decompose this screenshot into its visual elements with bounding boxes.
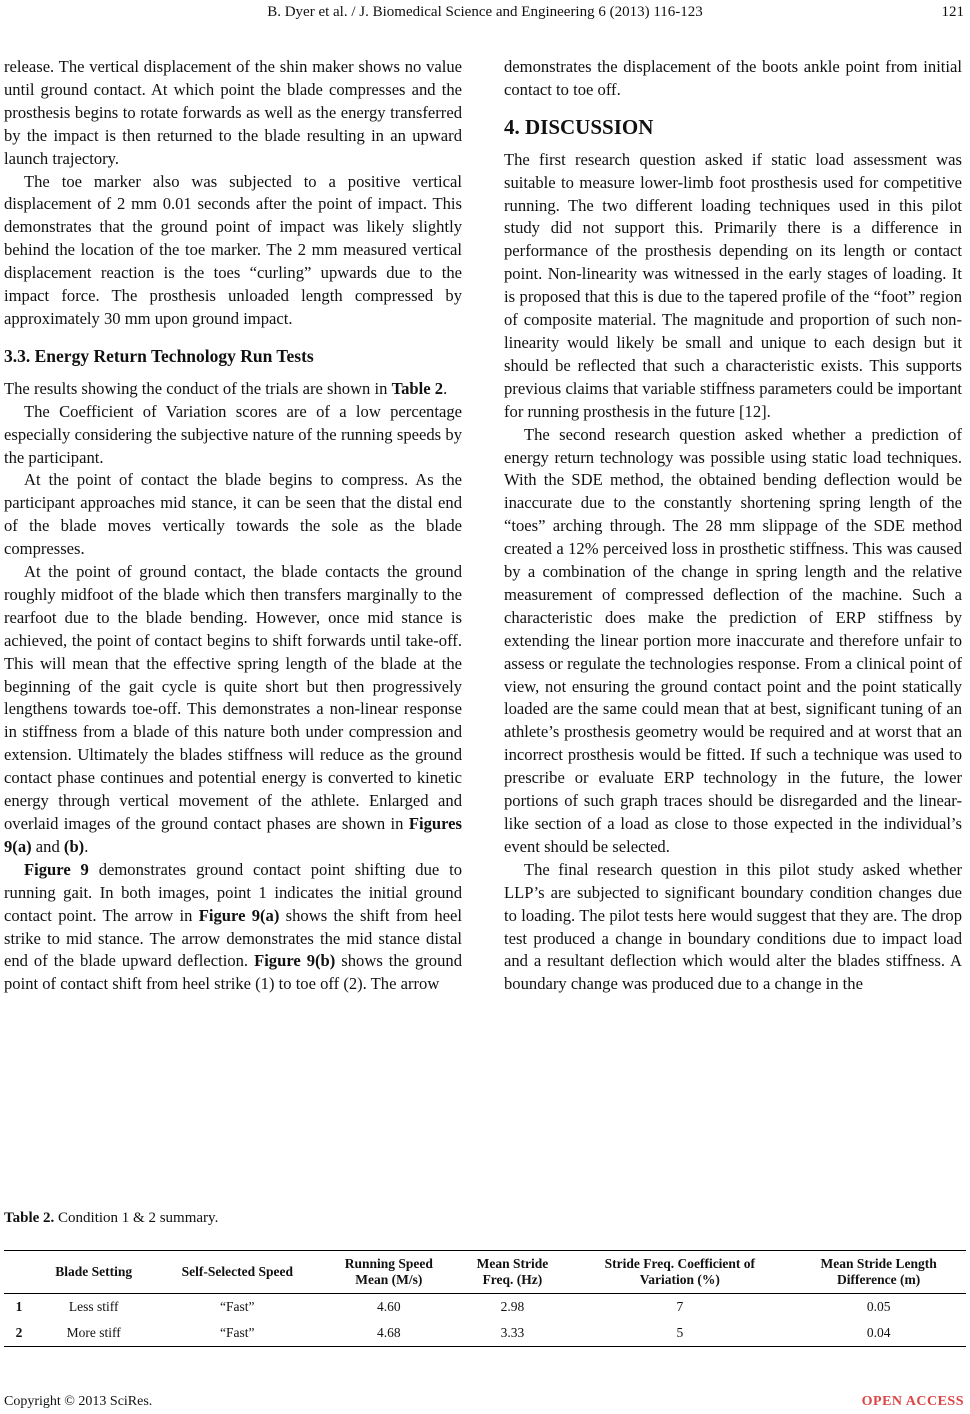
table-2 bbox=[4, 1250, 966, 1347]
cell-mean-stride-freq: 2.98 bbox=[500, 1299, 525, 1314]
page-number: 121 bbox=[941, 4, 964, 20]
right-paragraph-2: The first research question asked if static load assessment was suitable to measure lower-limb foot prosthesis used for competitive running. The two different loading techniques used in this pilot study did not support this. Primarily there is a difference in performance of the prosthesis depending on its length or contact point. Non-linearity was witnessed in the early stages of loading. It is proposed that this is due to the tapered profile of the “foot” region of composite material. The magnitude and proportion of such non-linearity would likely be small and unique to each design but it should be reflected that such a characteristic exists. This supports previous claims that variable stiffness parameters could be important for running prosthesis in the future [12]. bbox=[504, 149, 962, 421]
cell-stride-freq-cv: 5 bbox=[676, 1325, 684, 1340]
right-paragraph-4: The final research question in this pilot study asked whether LLP’s are subjected to significant boundary condition changes due to loading. The pilot tests here would suggest that they are. The drop test produced a change in boundary conditions due to impact load and a resultant deflection which would alter the blades stiffness. A boundary change was produced due to a change in the bbox=[504, 859, 962, 994]
table-2-reference[interactable]: Table 2 bbox=[391, 378, 444, 398]
header-blade-setting: Blade Setting bbox=[55, 1264, 133, 1279]
cell-stride-length-diff: 0.05 bbox=[866, 1299, 891, 1314]
left-paragraph-6: At the point of ground contact, the blade contacts the ground roughly midfoot of the blade which then transfers marginally to the rearfoot due to the blade bending. However, once mid stance is achieved, the point of contact begins to shift forwards until take-off. This will mean that the effective spring length of the blade at the beginning of the gait cycle is quite short but then progressively lengthens towards toe-off. This demonstrates a non-linear response in stiffness from a blade of this nature both under compression and extension. Ultimately the blades stiffness will reduce as the ground contact phase continues and potential energy is converted to kinetic energy through vertical movement of the athlete. Enlarged and overlaid images of the ground contact phases are shown in Figures 9(a) and (b). bbox=[4, 562, 462, 856]
cell-running-speed: 4.68 bbox=[377, 1325, 401, 1340]
left-paragraph-2: The toe marker also was subjected to a positive vertical displacement of 2 mm 0.01 seconds after the point of impact. This demonstrates that the ground point of impact was likely slightly behind the location of the toe marker. The 2 mm measured vertical displacement reaction is the toes “curling” upwards due to the impact force. The prosthesis unloaded length compressed by approximately 30 mm upon ground impact. bbox=[4, 171, 462, 328]
header-mean-stride-freq: Mean Stride Freq. (Hz) bbox=[476, 1256, 549, 1287]
cell-self-selected-speed: “Fast” bbox=[220, 1325, 255, 1340]
right-column bbox=[504, 56, 962, 996]
running-header: B. Dyer et al. / J. Biomedical Science and Engineering 6 (2013) 116-123 bbox=[267, 4, 703, 20]
figure-9a-reference[interactable]: Figures 9(a) bbox=[4, 814, 462, 856]
header-index bbox=[4, 1251, 34, 1294]
cell-blade-setting: More stiff bbox=[66, 1325, 121, 1340]
cell-mean-stride-freq: 3.33 bbox=[500, 1325, 525, 1340]
table-header-row bbox=[4, 1251, 966, 1294]
cell-self-selected-speed: “Fast” bbox=[220, 1299, 255, 1314]
header-stride-length-diff: Mean Stride Length Difference (m) bbox=[820, 1256, 937, 1287]
left-paragraph-5: At the point of contact the blade begins to compress. As the participant approaches mid stance, it can be seen that the distal end of the blade moves vertically towards the sole as the blade compresses. bbox=[4, 470, 462, 559]
header-running-speed: Running Speed Mean (M/s) bbox=[344, 1256, 433, 1287]
right-paragraph-3: The second research question asked whether a prediction of energy return technology was possible using static load techniques. With the SDE method, the obtained bending deflection would be inaccurate due to the constantly shortening spring length of the “toes” arching through. The 28 mm slippage of the SDE method created a 12% perceived loss in prosthetic stiffness. This was caused by a combination of the change in spring length and the relative measurement of compressed deflection of the machine. Such a characteristic does make the prediction of ERP stiffness by extending the linear portion more inaccurate and therefore unfair to assess or regulate the technologies response. From a clinical point of view, not ensuring the ground contact point and the point statically loaded are the same could mean that at best, significant tuning of an athlete’s prosthesis geometry would be required and at worst that an incorrect prosthesis would be fitted. If such a technique was used to prescribe or evaluate ERP technology in the future, the lower portions of such graph traces should be disregarded and the linear-like section of a load as close to those expected in the individual’s event should be selected. bbox=[504, 424, 962, 856]
section-heading-discussion: 4. DISCUSSION bbox=[504, 114, 654, 139]
cell-stride-length-diff: 0.04 bbox=[866, 1325, 891, 1340]
cell-index: 2 bbox=[15, 1325, 23, 1340]
copyright-notice: Copyright © 2013 SciRes. bbox=[4, 1394, 153, 1409]
open-access-badge: OPEN ACCESS bbox=[861, 1394, 964, 1409]
figure-9b-reference-2[interactable]: Figure 9(b) bbox=[254, 951, 336, 971]
table-row bbox=[4, 1320, 966, 1347]
right-paragraph-1: demonstrates the displacement of the boots ankle point from initial contact to toe off. bbox=[504, 57, 962, 99]
left-column bbox=[4, 56, 462, 996]
figure-9-reference[interactable]: Figure 9 bbox=[24, 859, 89, 879]
left-paragraph-4: The Coefficient of Variation scores are of a low percentage especially considering the subjective nature of the running speeds by the participant. bbox=[4, 401, 462, 467]
header-self-selected-speed: Self-Selected Speed bbox=[181, 1264, 293, 1279]
figure-9b-reference[interactable]: (b) bbox=[63, 836, 85, 856]
left-paragraph-1: release. The vertical displacement of the shin maker shows no value until ground contact. At which point the blade compresses and the prosthesis begins to rotate forwards as well as the energy transferred by the impact is then returned to the blade resulting in an upward launch trajectory. bbox=[4, 57, 462, 168]
cell-stride-freq-cv: 7 bbox=[676, 1299, 684, 1314]
left-paragraph-3: The results showing the conduct of the trials are shown in Table 2. bbox=[4, 378, 448, 398]
table-caption: Table 2. Condition 1 & 2 summary. bbox=[4, 1210, 219, 1226]
header-stride-freq-cv: Stride Freq. Coefficient of Variation (%) bbox=[604, 1256, 756, 1287]
left-paragraph-7: Figure 9 demonstrates ground contact point shifting due to running gait. In both images, point 1 indicates the initial ground contact point. The arrow in Figure 9(a) shows the shift from heel strike to mid stance. The arrow demonstrates the mid stance distal end of the blade upward deflection. Figure 9(b) shows the ground point of contact shift from heel strike (1) to toe off (2). The arrow bbox=[4, 859, 462, 994]
section-heading-3-3: 3.3. Energy Return Technology Run Tests bbox=[4, 345, 314, 366]
table-row bbox=[4, 1294, 966, 1321]
cell-index: 1 bbox=[15, 1299, 23, 1314]
cell-running-speed: 4.60 bbox=[377, 1299, 401, 1314]
cell-blade-setting: Less stiff bbox=[68, 1299, 119, 1314]
figure-9a-reference-2[interactable]: Figure 9(a) bbox=[198, 905, 280, 925]
